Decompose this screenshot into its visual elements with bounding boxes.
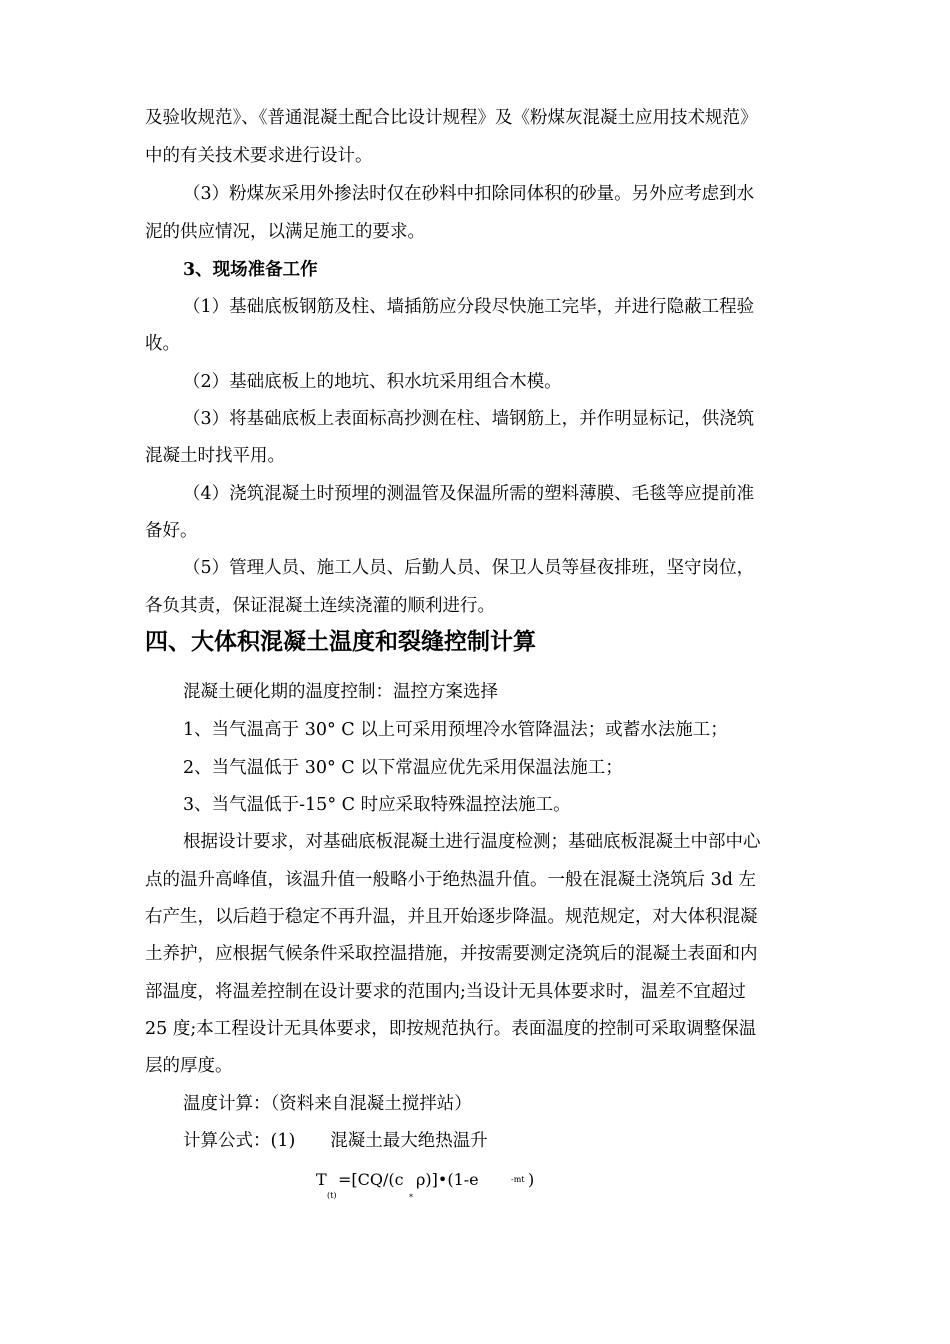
section-subheading: 3、现场准备工作 (183, 260, 318, 280)
paragraph-line: 25 度;本工程设计无具体要求，即按规范执行。表面温度的控制可采取调整保温 (145, 1019, 757, 1039)
paragraph-line: 3、当气温低于-15° C 时应采取特殊温控法施工。 (183, 795, 571, 815)
paragraph-line: 备好。 (145, 521, 198, 541)
paragraph-line: 层的厚度。 (145, 1056, 233, 1076)
paragraph-line: 部温度，将温差控制在设计要求的范围内;当设计无具体要求时，温差不宜超过 (145, 982, 746, 1002)
paragraph-line: 各负其责，保证混凝土连续浇灌的顺利进行。 (145, 596, 495, 616)
paragraph-line: 泥的供应情况，以满足施工的要求。 (145, 222, 425, 242)
formula-part-a: =[CQ/(c (338, 1170, 404, 1189)
formula-exponent: -mt (511, 1175, 525, 1184)
paragraph-line: 计算公式：(1) 混凝土最大绝热温升 (183, 1131, 488, 1151)
paragraph-line: 中的有关技术要求进行设计。 (145, 146, 373, 166)
paragraph-line: 收。 (145, 334, 180, 354)
paragraph-line: 1、当气温高于 30° C 以上可采用预埋冷水管降温法；或蓄水法施工； (183, 720, 728, 740)
formula-t-subscript: (t) (327, 1191, 337, 1200)
paragraph-line: 2、当气温低于 30° C 以下常温应优先采用保温法施工； (183, 758, 623, 778)
paragraph-line: 土养护，应根据气候条件采取控温措施，并按需要测定浇筑后的混凝土表面和内 (145, 944, 758, 964)
section-heading: 四、大体积混凝土温度和裂缝控制计算 (145, 628, 536, 655)
paragraph-line: 温度计算：（资料来自混凝土搅拌站） (183, 1094, 472, 1114)
paragraph-line: （1）基础底板钢筋及柱、墙插筋应分段尽快施工完毕，并进行隐蔽工程验 (183, 297, 755, 317)
paragraph-line: 及验收规范》、《普通混凝土配合比设计规程》及《粉煤灰混凝土应用技术规范》 (145, 108, 758, 128)
paragraph-line: （2）基础底板上的地坑、积水坑采用组合木模。 (183, 372, 562, 392)
paragraph-line: （4）浇筑混凝土时预埋的测温管及保温所需的塑料薄膜、毛毯等应提前准 (183, 484, 755, 504)
adiabatic-temperature-formula (316, 1170, 535, 1202)
formula-part-c: ) (528, 1170, 535, 1189)
paragraph-line: （5）管理人员、施工人员、后勤人员、保卫人员等昼夜排班，坚守岗位， (183, 558, 755, 578)
paragraph-line: （3）粉煤灰采用外掺法时仅在砂料中扣除同体积的砂量。另外应考虑到水 (183, 184, 755, 204)
paragraph-line: 点的温升高峰值，该温升值一般略小于绝热温升值。一般在混凝土浇筑后 3d 左 (145, 870, 756, 890)
formula-c-subscript: * (409, 1193, 413, 1202)
paragraph-line: 混凝土时找平用。 (145, 446, 285, 466)
paragraph-line: 右产生，以后趋于稳定不再升温，并且开始逐步降温。规范规定，对大体积混凝 (145, 907, 758, 927)
paragraph-line: 混凝土硬化期的温度控制：温控方案选择 (183, 682, 498, 702)
formula-t: T (316, 1170, 327, 1189)
formula-part-b: ρ)]•(1-e (416, 1170, 479, 1189)
paragraph-line: （3）将基础底板上表面标高抄测在柱、墙钢筋上，并作明显标记，供浇筑 (183, 409, 755, 429)
paragraph-line: 根据设计要求，对基础底板混凝土进行温度检测；基础底板混凝土中部中心 (183, 832, 761, 852)
